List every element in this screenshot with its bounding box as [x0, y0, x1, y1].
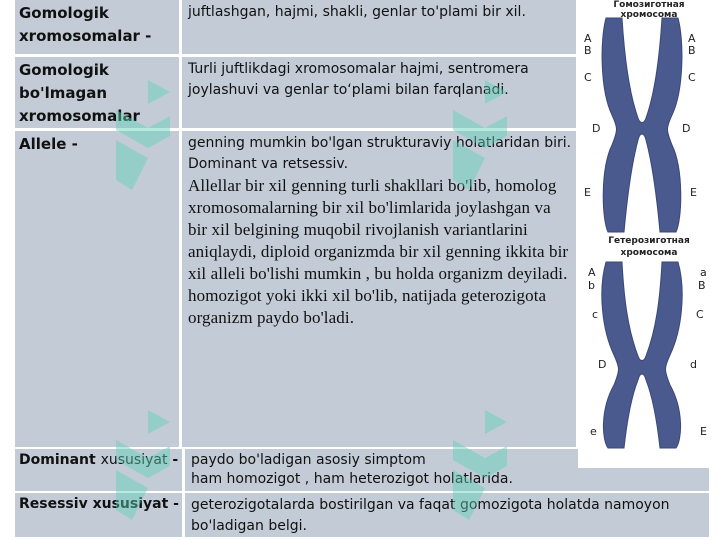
bottom-left-label-a: A	[588, 266, 596, 279]
definition-allele: genning mumkin bo'lgan strukturaviy holatlaridan biri. Dominant va retsessiv.	[188, 135, 572, 172]
definition-homologous: juftlashgan, hajmi, shakli, genlar to'plami bir xil.	[188, 4, 526, 20]
definition-cell-dominant-extended	[185, 468, 709, 491]
bottom-right-label-e: E	[700, 425, 707, 438]
term-nonhomologous: Gomologik bo'lmagan xromosomalar	[19, 61, 140, 125]
allele-explanation: Allellar bir xil genning turli shakllari bo'lib, homolog xromosomalarning bir xil bo'limlarida joylashgan va bir xil belgining muqobil rivojlanish variantlarini aniqlaydi, diploid organizmda bir xil genning ikkita bir xil alleli bo'lishi mumkin , bu holda organizm deyiladi. homozigot yoki ikki xil bo'lib, natijada geterozigota organizm paydo bo'ladi.	[188, 176, 569, 327]
term-cell-nonhomologous	[15, 57, 179, 128]
bottom-title-line-1: Гетерозиготная	[608, 236, 690, 246]
top-left-label-e: E	[584, 186, 591, 199]
top-title-line-1: Гомозиготная	[613, 0, 685, 10]
definition-nonhomologous: Turli juftlikdagi xromosomalar hajmi, sentromera joylashuvi va genlar to‘plami bilan farqlanadi.	[188, 61, 529, 98]
term-dominant-word: Dominant	[19, 452, 101, 468]
definition-dominant-line-1: paydo bo'ladigan asosiy simptom	[191, 452, 426, 468]
top-right-label-d: D	[682, 122, 691, 135]
definition-cell-homologous	[182, 0, 576, 54]
top-title-line-2: хромосома	[620, 10, 678, 20]
definition-recessive: geterozigotalarda bostirilgan va faqat gomozigota holatda namoyon bo'ladigan belgi.	[191, 497, 670, 534]
top-left-label-d: D	[592, 122, 601, 135]
term-dominant-dash: -	[167, 452, 179, 468]
term-cell-recessive	[15, 493, 182, 537]
top-right-label-b: B	[688, 44, 696, 57]
chromosome-illustration	[578, 0, 720, 468]
definition-cell-recessive	[185, 493, 709, 537]
bottom-right-label-c: C	[696, 308, 704, 321]
bottom-left-label-e: e	[590, 425, 597, 438]
term-dominant-feature: xususiyat	[100, 452, 168, 468]
top-right-label-e: E	[690, 186, 697, 199]
definition-dominant	[185, 449, 580, 470]
definition-cell-allele	[182, 131, 576, 447]
bottom-right-label-a: a	[700, 266, 707, 279]
definition-cell-nonhomologous	[182, 57, 576, 128]
definition-dominant-line-2: ham homozigot , ham heterozigot holatlarida.	[191, 471, 513, 487]
term-recessive: Resessiv xususiyat -	[19, 496, 179, 512]
term-cell-allele	[15, 131, 179, 447]
bottom-left-label-b: b	[588, 279, 595, 292]
top-left-label-c: C	[584, 71, 592, 84]
term-cell-dominant	[15, 449, 182, 491]
term-dominant	[15, 449, 182, 468]
bottom-title-line-2: хромосома	[620, 248, 678, 258]
term-cell-homologous	[15, 0, 179, 54]
term-allele: Allele -	[19, 135, 78, 153]
term-homologous: Gomologik xromosomalar -	[19, 4, 152, 45]
bottom-left-label-d: D	[598, 358, 607, 371]
top-right-label-a: A	[688, 32, 696, 45]
top-right-label-c: C	[688, 71, 696, 84]
top-left-label-a: A	[584, 32, 592, 45]
bottom-right-label-b: B	[698, 279, 706, 292]
bottom-right-label-d: d	[690, 358, 697, 371]
top-left-label-b: B	[584, 44, 592, 57]
chromosome-figure	[578, 0, 720, 468]
bottom-left-label-c: c	[592, 308, 599, 321]
